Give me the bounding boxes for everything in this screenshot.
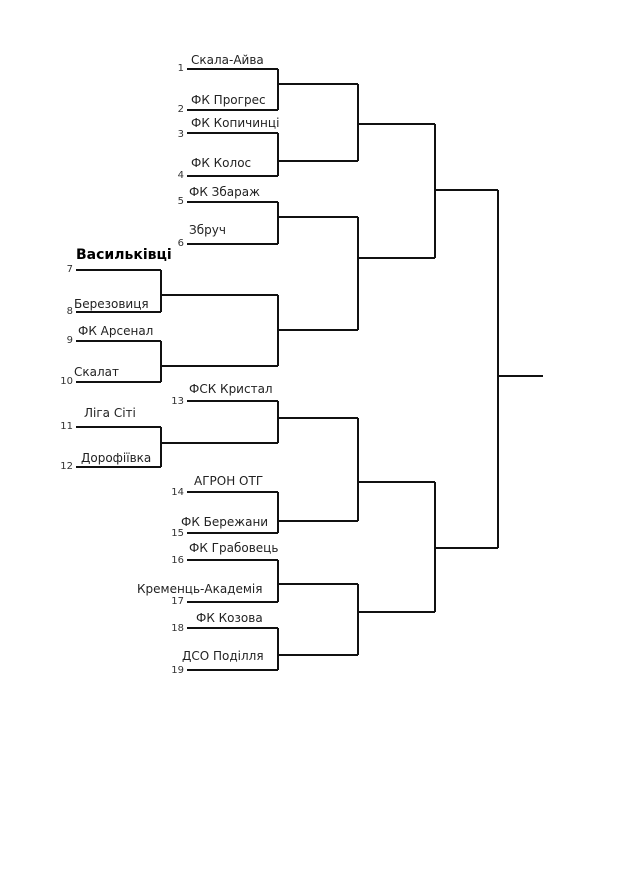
team-name-highlighted: Васильківці xyxy=(76,247,172,263)
seed-number: 9 xyxy=(66,335,73,346)
seed-number: 19 xyxy=(171,665,184,676)
seed-number: 17 xyxy=(171,596,184,607)
seed-number: 18 xyxy=(171,623,184,634)
team-name: ФК Копичинці xyxy=(191,116,280,130)
team-name: АГРОН ОТГ xyxy=(194,474,264,488)
seed-number: 5 xyxy=(177,196,184,207)
seed-number: 15 xyxy=(171,528,184,539)
seed-number: 4 xyxy=(177,170,184,181)
seed-number: 16 xyxy=(171,555,184,566)
team-name: ФК Прогрес xyxy=(191,93,266,107)
seed-number: 1 xyxy=(177,63,184,74)
team-name: ДСО Поділля xyxy=(182,649,264,663)
team-name: Збруч xyxy=(189,223,226,237)
team-name: ФК Козова xyxy=(196,611,263,625)
seed-number: 2 xyxy=(177,104,184,115)
seed-number: 6 xyxy=(177,238,184,249)
team-name: ФК Грабовець xyxy=(189,541,279,555)
seed-number: 13 xyxy=(171,396,184,407)
seed-number: 12 xyxy=(60,461,73,472)
team-name: Дорофіївка xyxy=(81,451,152,465)
team-name: Березовиця xyxy=(74,297,149,311)
team-name: ФК Колос xyxy=(191,156,252,170)
seed-number: 7 xyxy=(66,264,73,275)
seed-number: 14 xyxy=(171,487,184,498)
team-name: Ліга Сіті xyxy=(84,406,136,420)
team-name: Скалат xyxy=(74,365,119,379)
team-name: ФК Збараж xyxy=(189,185,260,199)
team-name: ФК Бережани xyxy=(181,515,269,529)
team-name: ФК Арсенал xyxy=(78,324,154,338)
seed-number: 10 xyxy=(60,376,73,387)
seed-number: 3 xyxy=(177,129,184,140)
seed-number: 11 xyxy=(60,421,73,432)
seed-number: 8 xyxy=(66,306,73,317)
team-name: ФСК Кристал xyxy=(189,382,273,396)
team-name: Кременць-Академія xyxy=(137,582,263,596)
team-name: Скала-Айва xyxy=(191,53,264,67)
